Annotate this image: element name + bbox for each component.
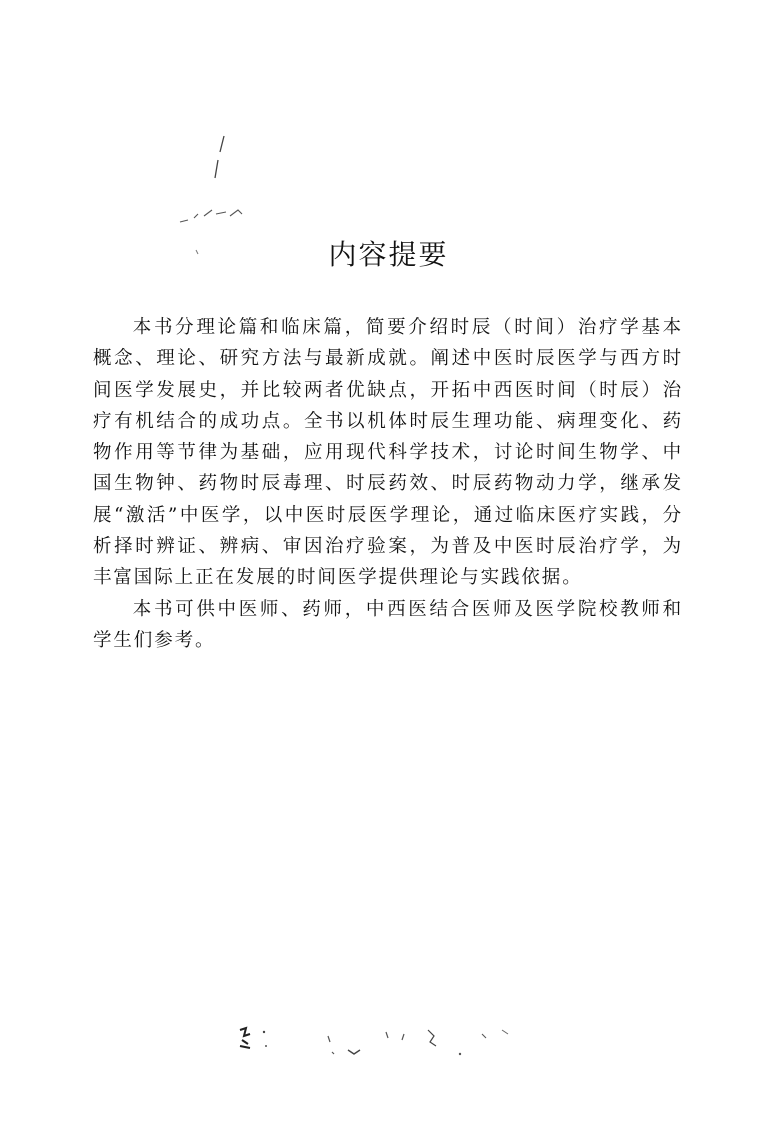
page-title: 内容提要 [328,237,449,271]
summary-paragraph-1: 本书分理论篇和临床篇，简要介绍时辰（时间）治疗学基本概念、理论、研究方法与最新成就。阐述中医时辰医学与西方时间医学发展史，并比较两者优缺点，开拓中西医时间（时辰）治疗有机结合的成功点。全书以机体时辰生理功能、病理变化、药物作用等节律为基础，应用现代科学技术，讨论时间生物学、中国生物钟、药物时辰毒理、时辰药效、时辰药物动力学，继承发展“激活”中医学，以中医时辰医学理论，通过临床医疗实践，分析择时辨证、辨病、审因治疗验案，为普及中医时辰治疗学，为丰富国际上正在发展的时间医学提供理论与实践依据。 [93,317,683,589]
summary-body [93,312,683,656]
scan-artifact-bottom [236,1024,516,1064]
summary-paragraph-2: 本书可供中医师、药师，中西医结合医师及医学院校教师和学生们参考。 [93,598,683,651]
